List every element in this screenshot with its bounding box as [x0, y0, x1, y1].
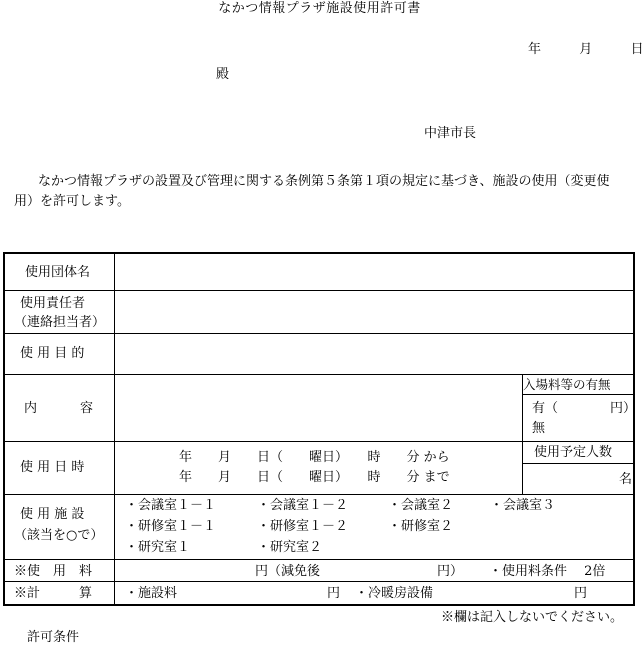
label-calc: ※計 算	[14, 586, 93, 601]
label-content-b: 容	[80, 401, 94, 416]
datetime-to: 年 月 日（ 曜日） 時 分 まで	[179, 470, 450, 485]
admission-yes: 有（ 円）	[532, 401, 637, 416]
admission-header: 入場料等の有無	[523, 377, 611, 392]
facility-option[interactable]: ・会議室２	[388, 498, 454, 513]
label-facility: 使 用 施 設	[20, 507, 85, 522]
body-text: なかつ情報プラザの設置及び管理に関する条例第５条第１項の規定に基づき、施設の使用（変更使用）を許可します。	[14, 174, 610, 209]
label-purpose: 使 用 目 的	[20, 346, 85, 361]
fee-value: 円（減免後 円）	[255, 564, 464, 579]
row-divider	[5, 581, 633, 582]
label-datetime: 使 用 日 時	[20, 460, 85, 475]
datetime-from: 年 月 日（ 曜日） 時 分 から	[179, 450, 450, 465]
label-responsible: 使用責任者	[20, 296, 86, 311]
row-divider	[5, 494, 633, 495]
addressee-suffix: 殿	[216, 67, 230, 82]
date-line	[528, 43, 644, 56]
right-column-divider	[522, 374, 523, 494]
admission-divider	[522, 394, 633, 395]
label-content-a: 内	[24, 401, 38, 416]
row-divider	[5, 333, 633, 334]
document-title: なかつ情報プラザ施設使用許可書	[218, 1, 421, 16]
facility-option[interactable]: ・会議室１－１	[125, 498, 217, 513]
admission-no: 無	[532, 421, 546, 436]
fee-condition: ・使用料条件 2倍	[489, 564, 606, 579]
label-group-name: 使用団体名	[25, 265, 91, 280]
calc-facility: ・施設料	[125, 586, 178, 601]
calc-aircon: ・冷暖房設備	[355, 586, 434, 601]
date-year: 年	[528, 42, 542, 57]
calc-facility-unit: 円	[327, 586, 341, 601]
label-facility-note: （該当を○で）	[14, 528, 104, 543]
issuer: 中津市長	[424, 126, 477, 141]
row-divider	[5, 290, 633, 291]
facility-option[interactable]: ・研修室２	[388, 519, 454, 534]
facility-option[interactable]: ・研修室１－２	[257, 519, 349, 534]
row-divider	[5, 374, 633, 375]
calc-aircon-unit: 円	[574, 586, 588, 601]
facility-option[interactable]: ・研修室１－１	[125, 519, 217, 534]
expected-unit: 名	[619, 472, 633, 487]
label-contact: （連絡担当者）	[14, 315, 106, 330]
permit-form-table	[3, 252, 635, 606]
row-divider	[5, 559, 633, 560]
facility-option[interactable]: ・研究室１	[125, 540, 191, 555]
facility-option[interactable]: ・研究室２	[257, 540, 323, 555]
label-column-divider	[114, 254, 115, 604]
date-day: 日	[630, 42, 644, 57]
footer-note: ※欄は記入しないでください。	[441, 610, 624, 625]
facility-option[interactable]: ・会議室１－２	[257, 498, 349, 513]
label-fee: ※使 用 料	[14, 564, 93, 579]
facility-option[interactable]: ・会議室３	[490, 498, 556, 513]
expected-divider	[522, 463, 633, 464]
row-divider	[5, 441, 633, 442]
expected-header: 使用予定人数	[534, 445, 613, 460]
permit-conditions-label: 許可条件	[27, 630, 80, 645]
date-month: 月	[579, 42, 593, 57]
